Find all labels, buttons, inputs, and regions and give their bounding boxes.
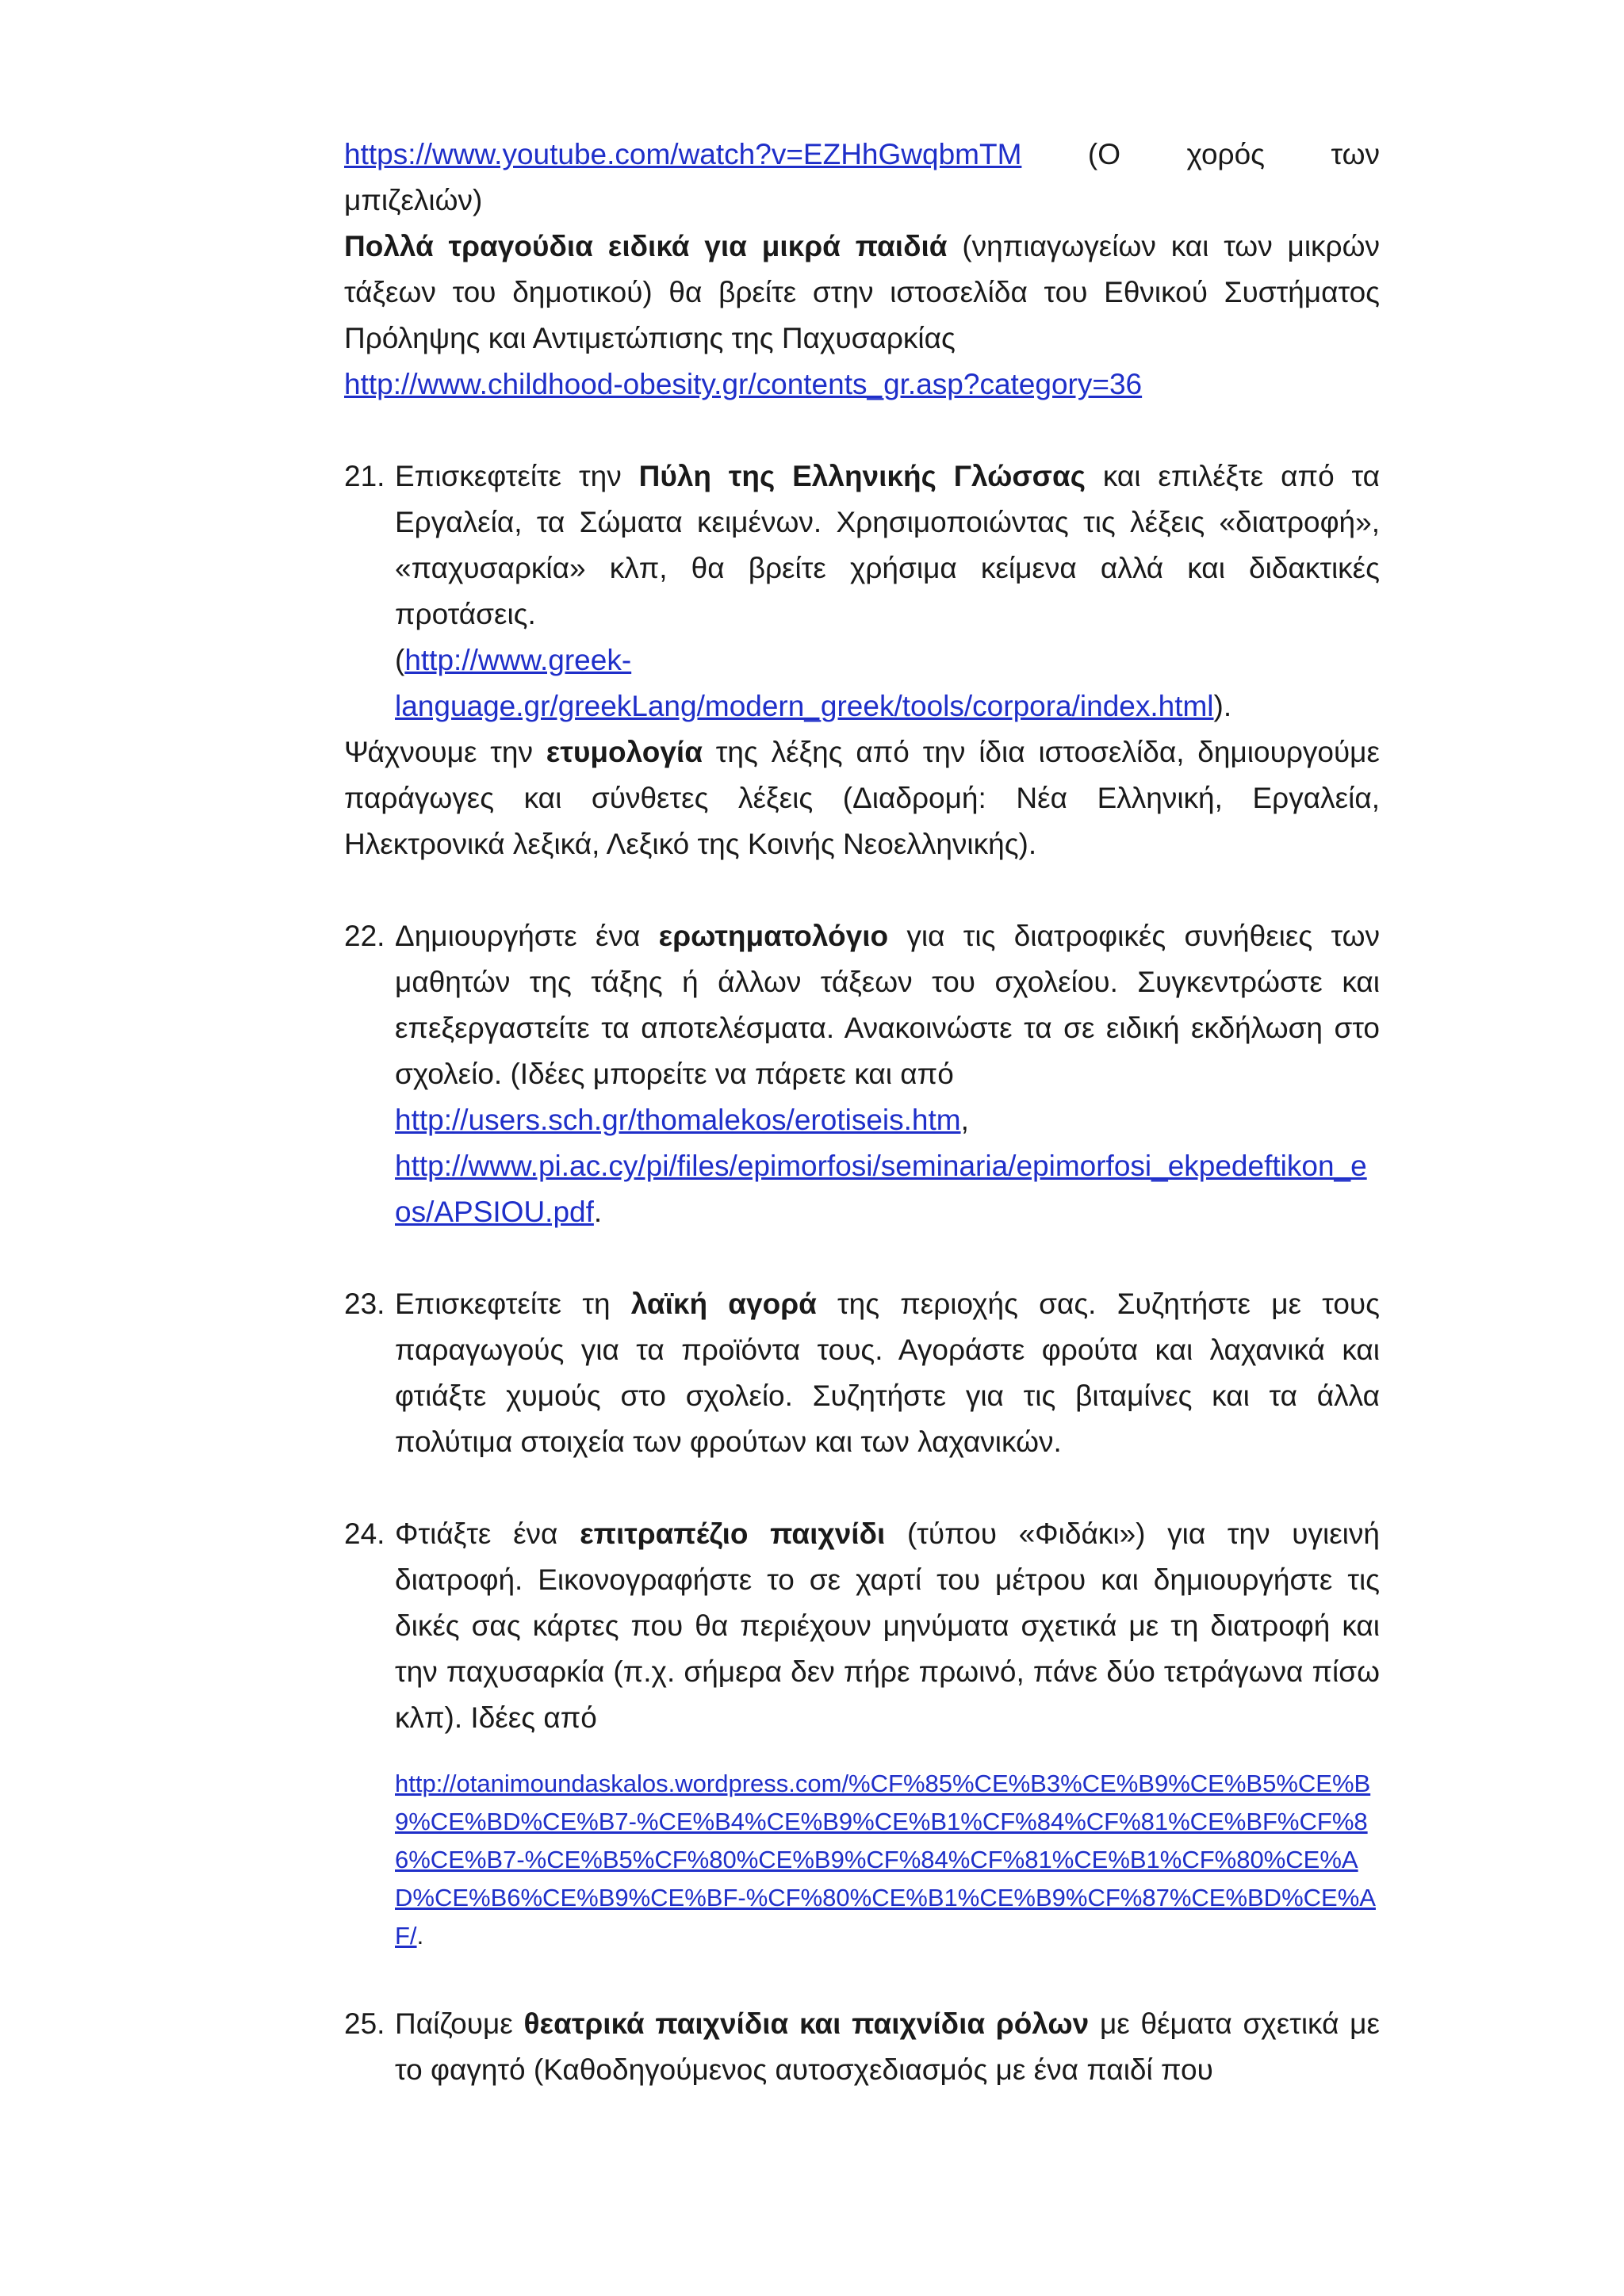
- songs-paragraph: [344, 224, 1380, 362]
- list-item-23: [344, 1281, 1380, 1465]
- greek-language-link[interactable]: [395, 644, 1214, 722]
- list-item-25: [344, 2001, 1380, 2093]
- link-part: http://www.greek-: [404, 644, 632, 676]
- item-text: Δημιουργήστε ένα: [395, 920, 659, 952]
- songs-bold: Πολλά τραγούδια ειδικά για μικρά παιδιά: [344, 230, 948, 262]
- item-bold: λαϊκή αγορά: [630, 1288, 817, 1320]
- item-number: 21.: [344, 460, 385, 492]
- wordpress-link-paragraph: [395, 1765, 1380, 1955]
- obesity-link[interactable]: http://www.childhood-obesity.gr/contents_gr.asp?category=36: [344, 368, 1143, 400]
- youtube-note-mid: χορός: [1186, 138, 1265, 170]
- etym-bold: ετυμολογία: [546, 736, 703, 768]
- obesity-link-line: [344, 362, 1380, 408]
- item-text: (τύπου «Φιδάκι») για την υγιεινή διατροφή. Εικονογραφήστε το σε χαρτί του μέτρου και δημιουργήστε τις δικές σας κάρτες που θα περιέχουν μηνύματα σχετικά με τη διατροφή και την παχυσαρκία (π.χ. σήμερα δεν πήρε πρωινό, πάνε δύο τετράγωνα πίσω κλπ). Ιδέες από: [395, 1517, 1380, 1734]
- link-part: language.gr/greekLang/modern_greek/tools/corpora/index.html: [395, 690, 1214, 722]
- list-item-21: [344, 453, 1380, 729]
- item-number: 23.: [344, 1288, 385, 1320]
- etym-text: της λέξης από την ίδια ιστοσελίδα, δημιουργούμε παράγωγες και σύνθετες λέξεις (Διαδρομή: Νέα Ελληνική, Εργαλεία, Ηλεκτρονικά λεξικά, Λεξικό της Κοινής Νεοελληνικής).: [344, 736, 1380, 860]
- item-bold: επιτραπέζιο παιχνίδι: [580, 1517, 886, 1550]
- item-bold: Πύλη της Ελληνικής Γλώσσας: [638, 460, 1086, 492]
- item-text: και επιλέξτε από τα Εργαλεία, τα Σώματα κειμένων. Χρησιμοποιώντας τις λέξεις «διατροφή», «παχυσαρκία» κλπ, θα βρείτε χρήσιμα κείμενα αλλά και διδακτικές προτάσεις.: [395, 460, 1381, 630]
- erotiseis-link[interactable]: http://users.sch.gr/thomalekos/erotiseis.htm: [395, 1104, 961, 1136]
- songs-text: (νηπιαγωγείων και των μικρών τάξεων του δημοτικού) θα βρείτε στην ιστοσελίδα του Εθνικού Συστήματος Πρόληψης και Αντιμετώπισης της Παχυσαρκίας: [344, 230, 1380, 354]
- wordpress-link[interactable]: http://otanimoundaskalos.wordpress.com/%CF%85%CE%B3%CE%B9%CE%B5%CE%B9%CE%BD%CE%B7-%CE%B4%CE%B9%CE%B1%CF%84%CF%81%CE%BF%CF%86%CE%B7-%CE%B5%CF%80%CE%B9%CF%84%CF%81%CE%B1%CF%80%CE%AD%CE%B6%CE%B9%CE%BF-%CF%80%CE%B1%CE%B9%CF%87%CE%BD%CE%AF/: [395, 1770, 1376, 1950]
- list-item-22: [344, 913, 1380, 1235]
- paren-close: ).: [1213, 690, 1232, 722]
- list-item-24: [344, 1511, 1380, 1955]
- etym-text: Ψάχνουμε την: [344, 736, 546, 768]
- youtube-link[interactable]: https://www.youtube.com/watch?v=EZHhGwqbmTM: [344, 138, 1022, 170]
- item-number: 22.: [344, 920, 385, 952]
- youtube-line: [344, 132, 1380, 178]
- youtube-note-cont: μπιζελιών): [344, 184, 483, 216]
- item-number: 25.: [344, 2007, 385, 2040]
- item-text: της περιοχής σας. Συζητήστε με τους παραγωγούς για τα προϊόντα τους. Αγοράστε φρούτα και λαχανικά και φτιάξτε χυμούς στο σχολείο. Συζητήστε για τις βιταμίνες και τα άλλα πολύτιμα στοιχεία των φρούτων και των λαχανικών.: [395, 1288, 1380, 1458]
- item-text: με θέματα σχετικά με το φαγητό (Καθοδηγούμενος αυτοσχεδιασμός με ένα παιδί που: [395, 2007, 1380, 2086]
- dot: .: [416, 1922, 424, 1950]
- item-text: για τις διατροφικές συνήθειες των μαθητών της τάξης ή άλλων τάξεων του σχολείου. Συγκεντρώστε και επεξεργαστείτε τα αποτελέσματα. Ανακοινώστε τα σε ειδική εκδήλωση στο σχολείο. (Ιδέες μπορείτε να πάρετε και από: [395, 920, 1380, 1090]
- item-number: 24.: [344, 1517, 385, 1550]
- dot: .: [593, 1196, 603, 1228]
- etymology-paragraph: [344, 729, 1380, 867]
- item-text: Παίζουμε: [395, 2007, 524, 2040]
- item-text: Επισκεφτείτε τη: [395, 1288, 631, 1320]
- document-page: [344, 132, 1380, 2093]
- item-bold: ερωτηματολόγιο: [658, 920, 889, 952]
- item-bold: θεατρικά παιχνίδια και παιχνίδια ρόλων: [523, 2007, 1090, 2040]
- item-text: Φτιάξτε ένα: [395, 1517, 580, 1550]
- paren-open: (: [395, 644, 405, 676]
- apsiou-pdf-link[interactable]: http://www.pi.ac.cy/pi/files/epimorfosi/seminaria/epimorfosi_ekpedeftikon_eos/APSIOU.pdf: [395, 1150, 1367, 1228]
- comma: ,: [960, 1104, 969, 1136]
- youtube-note-start: (Ο: [1087, 138, 1121, 170]
- youtube-note-end: των: [1331, 138, 1380, 170]
- item-text: Επισκεφτείτε την: [395, 460, 639, 492]
